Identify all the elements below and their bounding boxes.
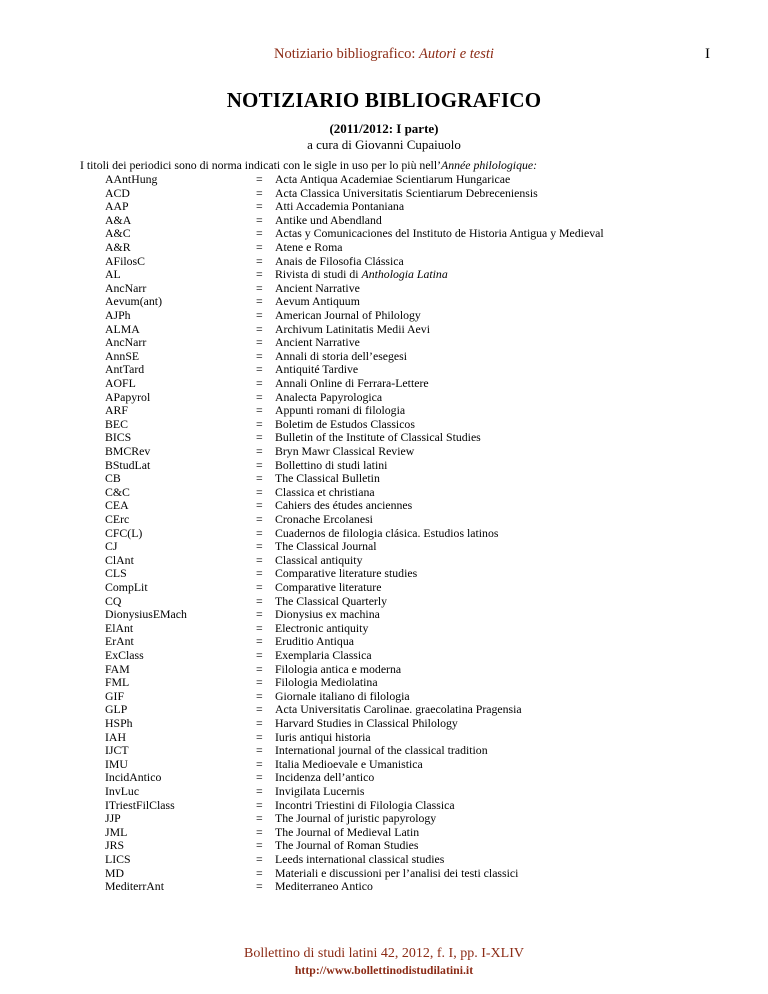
equals-sign: =	[256, 362, 263, 377]
equals-sign: =	[256, 716, 263, 730]
equals-sign: =	[256, 444, 263, 458]
equals-sign: =	[256, 416, 263, 431]
journal-name: The Classical Quarterly	[275, 593, 388, 608]
abbreviation: AL	[105, 267, 121, 282]
abbreviation: AntTard	[105, 362, 145, 377]
abbreviation: ACD	[105, 185, 130, 200]
equals-sign: =	[256, 607, 263, 622]
journal-name: Appunti romani di filologia	[275, 403, 406, 418]
abbreviation: JML	[105, 824, 128, 839]
journal-name: Classical antiquity	[275, 552, 363, 567]
abbreviation: BEC	[105, 416, 128, 431]
equals-sign: =	[256, 661, 263, 676]
abbreviation: IJCT	[105, 743, 129, 758]
journal-name: Comparative literature studies	[275, 566, 418, 581]
journal-name: Bulletin of the Institute of Classical Studies	[275, 430, 481, 445]
journal-name: Dionysius ex machina	[275, 607, 380, 622]
journal-name: Cuadernos de filologia clásica. Estudios latinos	[275, 525, 499, 540]
abbreviation: MediterrAnt	[105, 879, 164, 894]
abbreviation: CErc	[105, 512, 130, 526]
equals-sign: =	[256, 702, 263, 717]
equals-sign: =	[256, 784, 263, 798]
equals-sign: =	[256, 525, 263, 540]
equals-sign: =	[256, 865, 263, 880]
abbreviation: ElAnt	[105, 620, 134, 635]
equals-sign: =	[256, 620, 263, 635]
page-number: I	[705, 46, 710, 62]
equals-sign: =	[256, 824, 263, 839]
journal-name: The Journal of juristic papyrology	[275, 811, 437, 826]
running-header-italic: Autori e testi	[419, 46, 494, 62]
abbreviation: CLS	[105, 566, 127, 581]
equals-sign: =	[256, 797, 263, 812]
equals-sign: =	[256, 688, 263, 703]
equals-sign: =	[256, 552, 263, 567]
journal-name: Materiali e discussioni per l’analisi dei testi classici	[275, 865, 519, 880]
intro-text: I titoli dei periodici sono di norma indicati con le sigle in uso per lo più nell’	[80, 158, 442, 172]
abbreviation: ErAnt	[105, 634, 134, 649]
abbreviation: AAntHung	[105, 172, 158, 186]
journal-name: The Classical Journal	[275, 539, 377, 554]
abbreviation: AncNarr	[105, 335, 147, 350]
equals-sign: =	[256, 484, 263, 499]
journal-name-italic: Anthologia Latina	[361, 267, 448, 282]
footer-url[interactable]: http://www.bollettinodistudilatini.it	[294, 963, 474, 977]
abbreviation: JJP	[105, 811, 121, 826]
journal-name: Archivum Latinitatis Medii Aevi	[275, 321, 430, 336]
abbreviation: AJPh	[105, 308, 131, 322]
abbreviation: MD	[105, 865, 125, 880]
journal-name: Iuris antiqui historia	[275, 729, 371, 744]
abbreviation: InvLuc	[105, 784, 140, 798]
equals-sign: =	[256, 294, 263, 309]
abbreviation: A&R	[105, 240, 131, 254]
abbreviation: GIF	[105, 688, 125, 703]
equals-sign: =	[256, 240, 263, 254]
equals-sign: =	[256, 321, 263, 336]
journal-name: Acta Classica Universitatis Scientiarum Debreceniensis	[275, 185, 538, 200]
equals-sign: =	[256, 634, 263, 649]
journal-name: Ancient Narrative	[275, 280, 360, 295]
journal-name: Invigilata Lucernis	[275, 784, 365, 798]
equals-sign: =	[256, 675, 263, 690]
equals-sign: =	[256, 743, 263, 758]
abbreviation: ExClass	[105, 648, 144, 662]
abbreviation: CompLit	[105, 580, 148, 594]
equals-sign: =	[256, 879, 263, 894]
running-header-prefix: Notiziario bibliografico:	[274, 46, 420, 62]
journal-name: Analecta Papyrologica	[275, 389, 383, 404]
abbreviation: C&C	[105, 484, 130, 499]
journal-name: Antike und Abendland	[275, 212, 382, 227]
equals-sign: =	[256, 172, 263, 186]
abbreviation: CB	[105, 471, 121, 486]
journal-name: Italia Medioevale e Umanistica	[275, 756, 423, 771]
abbreviation: ALMA	[105, 321, 140, 336]
intro-paragraph	[80, 158, 537, 173]
equals-sign: =	[256, 566, 263, 581]
abbreviation: ClAnt	[105, 552, 134, 567]
journal-name: Exemplaria Classica	[275, 648, 372, 662]
equals-sign: =	[256, 403, 263, 418]
abbreviation: BMCRev	[105, 444, 151, 458]
equals-sign: =	[256, 471, 263, 486]
journal-name: Rivista di studi di Anthologia Latina	[275, 267, 448, 282]
equals-sign: =	[256, 253, 263, 268]
journal-name: Atti Accademia Pontaniana	[275, 199, 405, 214]
abbreviation: IMU	[105, 756, 128, 771]
journal-name: Giornale italiano di filologia	[275, 688, 410, 703]
journal-name: Mediterraneo Antico	[275, 879, 373, 894]
equals-sign: =	[256, 770, 263, 785]
equals-sign: =	[256, 498, 263, 513]
equals-sign: =	[256, 729, 263, 744]
journal-name: Anais de Filosofia Clássica	[275, 253, 404, 268]
journal-name: Electronic antiquity	[275, 620, 369, 635]
journal-name: Comparative literature	[275, 580, 382, 594]
equals-sign: =	[256, 389, 263, 404]
equals-sign: =	[256, 376, 263, 390]
journal-name: The Classical Bulletin	[275, 471, 380, 486]
editor-line: a cura di Giovanni Cupaiuolo	[307, 137, 461, 152]
journal-name: Annali Online di Ferrara-Lettere	[275, 376, 429, 390]
equals-sign: =	[256, 580, 263, 594]
journal-name: Bollettino di studi latini	[275, 457, 388, 472]
equals-sign: =	[256, 335, 263, 350]
abbreviation: BStudLat	[105, 457, 151, 472]
journal-name: The Journal of Roman Studies	[275, 838, 419, 853]
page-title: NOTIZIARIO BIBLIOGRAFICO	[226, 88, 542, 112]
equals-sign: =	[256, 199, 263, 214]
abbreviation: APapyrol	[105, 389, 151, 404]
abbreviation: GLP	[105, 702, 128, 717]
abbreviation: IncidAntico	[105, 770, 162, 785]
abbreviation: FML	[105, 675, 130, 690]
journal-name: The Journal of Medieval Latin	[275, 824, 420, 839]
equals-sign: =	[256, 308, 263, 322]
journal-name: Aevum Antiquum	[275, 294, 360, 309]
footer-citation: Bollettino di studi latini 42, 2012, f. I, pp. I-XLIV	[244, 946, 524, 961]
journal-name: Ancient Narrative	[275, 335, 360, 350]
abbreviation: JRS	[105, 838, 125, 853]
journal-name: Boletim de Estudos Classicos	[275, 416, 415, 431]
abbreviation: IAH	[105, 729, 126, 744]
abbreviation: A&A	[105, 212, 132, 227]
equals-sign: =	[256, 838, 263, 853]
equals-sign: =	[256, 430, 263, 445]
abbreviation: CEA	[105, 498, 129, 513]
journal-name: Leeds international classical studies	[275, 852, 445, 866]
equals-sign: =	[256, 457, 263, 472]
equals-sign: =	[256, 226, 263, 241]
abbreviation: AAP	[105, 199, 129, 214]
journal-name: Harvard Studies in Classical Philology	[275, 716, 458, 730]
equals-sign: =	[256, 348, 263, 363]
abbreviation: AnnSE	[105, 348, 140, 363]
abbreviation: CQ	[105, 593, 122, 608]
equals-sign: =	[256, 811, 263, 826]
journal-name: Bryn Mawr Classical Review	[275, 444, 415, 458]
abbreviation: DionysiusEMach	[105, 607, 187, 622]
equals-sign: =	[256, 280, 263, 295]
journal-name: Antiquité Tardive	[275, 362, 359, 377]
abbreviation: HSPh	[105, 716, 133, 730]
abbreviation: BICS	[105, 430, 132, 445]
equals-sign: =	[256, 852, 263, 866]
abbreviation: Aevum(ant)	[105, 294, 162, 309]
abbreviation: AOFL	[105, 376, 136, 390]
abbreviation: AFilosC	[105, 253, 145, 268]
equals-sign: =	[256, 512, 263, 526]
abbreviation: FAM	[105, 661, 130, 676]
journal-name: Filologia antica e moderna	[275, 661, 402, 676]
journal-name: Classica et christiana	[275, 484, 375, 499]
journal-name: Cahiers des études anciennes	[275, 498, 413, 513]
equals-sign: =	[256, 185, 263, 200]
journal-name: Incidenza dell’antico	[275, 770, 375, 785]
journal-name: Atene e Roma	[275, 240, 343, 254]
equals-sign: =	[256, 212, 263, 227]
abbreviation: LICS	[105, 852, 131, 866]
equals-sign: =	[256, 648, 263, 662]
journal-name: Actas y Comunicaciones del Instituto de Historia Antigua y Medieval	[275, 226, 604, 241]
abbreviation: A&C	[105, 226, 131, 241]
abbreviation: AncNarr	[105, 280, 147, 295]
equals-sign: =	[256, 756, 263, 771]
abbreviation: CJ	[105, 539, 118, 554]
abbreviation: ITriestFilClass	[105, 797, 175, 812]
journal-name: American Journal of Philology	[275, 308, 421, 322]
running-header	[0, 46, 768, 63]
subtitle: (2011/2012: I parte)	[329, 121, 439, 136]
journal-name: Incontri Triestini di Filologia Classica	[275, 797, 455, 812]
abbreviation: CFC(L)	[105, 525, 143, 540]
equals-sign: =	[256, 539, 263, 554]
journal-name: Cronache Ercolanesi	[275, 512, 373, 526]
journal-name: Eruditio Antiqua	[275, 634, 354, 649]
equals-sign: =	[256, 593, 263, 608]
intro-italic: Année philologique:	[441, 158, 538, 172]
journal-name: Acta Antiqua Academiae Scientiarum Hungaricae	[275, 172, 511, 186]
journal-name: Annali di storia dell’esegesi	[275, 348, 408, 363]
journal-name: Acta Universitatis Carolinae. graecolatina Pragensia	[275, 702, 522, 717]
journal-name: International journal of the classical tradition	[275, 743, 488, 758]
journal-name: Filologia Mediolatina	[275, 675, 378, 690]
abbreviation: ARF	[105, 403, 128, 418]
equals-sign: =	[256, 267, 263, 282]
